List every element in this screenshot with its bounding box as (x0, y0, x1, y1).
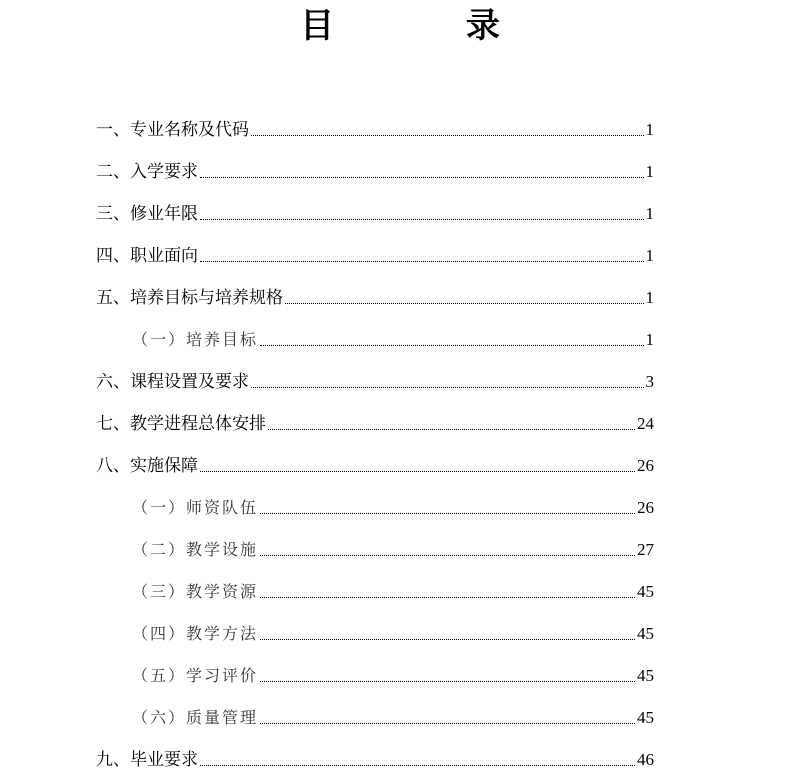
toc-entry[interactable] (96, 224, 654, 266)
toc-entry-label: 四、职业面向 (96, 246, 198, 266)
toc-entry-page: 27 (637, 540, 654, 559)
toc-entry-page: 45 (637, 708, 654, 727)
toc-subentry[interactable] (96, 644, 654, 686)
toc-entry-page: 26 (637, 456, 654, 475)
dot-leader (200, 470, 635, 472)
dot-leader (200, 176, 644, 178)
toc-entry-label: （一）师资队伍 (132, 498, 259, 517)
toc-entry-label: 六、课程设置及要求 (96, 372, 249, 392)
toc-entry[interactable] (96, 392, 654, 434)
toc-entry-label: （五）学习评价 (132, 666, 259, 685)
toc-entry-page: 1 (645, 162, 654, 181)
toc-subentry[interactable] (96, 560, 654, 602)
page-title: 目 录 (300, 6, 560, 46)
dot-leader (200, 218, 644, 220)
toc-entry-label: （一）培养目标 (132, 330, 259, 349)
dot-leader (200, 260, 644, 262)
toc-entry-page: 24 (637, 414, 654, 433)
table-of-contents (96, 98, 654, 770)
dot-leader (251, 134, 644, 136)
dot-leader (200, 764, 635, 766)
toc-entry[interactable] (96, 728, 654, 770)
dot-leader (260, 722, 635, 724)
toc-subentry[interactable] (96, 686, 654, 728)
toc-subentry[interactable] (96, 308, 654, 350)
dot-leader (260, 554, 635, 556)
toc-entry[interactable] (96, 98, 654, 140)
toc-subentry[interactable] (96, 518, 654, 560)
toc-entry-page: 1 (645, 204, 654, 223)
dot-leader (285, 302, 644, 304)
toc-entry-page: 1 (645, 246, 654, 265)
toc-entry[interactable] (96, 434, 654, 476)
toc-entry-label: （三）教学资源 (132, 582, 259, 601)
dot-leader (260, 344, 643, 346)
toc-entry-label: 一、专业名称及代码 (96, 120, 249, 140)
toc-entry-label: 五、培养目标与培养规格 (96, 288, 283, 308)
toc-entry-page: 26 (637, 498, 654, 517)
toc-entry-page: 1 (645, 120, 654, 139)
dot-leader (268, 428, 635, 430)
dot-leader (260, 512, 635, 514)
toc-subentry[interactable] (96, 602, 654, 644)
toc-entry-page: 3 (645, 372, 654, 391)
toc-entry-page: 45 (637, 582, 654, 601)
toc-entry-page: 1 (645, 330, 654, 349)
toc-entry[interactable] (96, 140, 654, 182)
toc-entry-page: 46 (637, 750, 654, 769)
toc-entry-page: 1 (645, 288, 654, 307)
toc-entry[interactable] (96, 266, 654, 308)
dot-leader (260, 596, 635, 598)
dot-leader (260, 638, 635, 640)
dot-leader (260, 680, 635, 682)
toc-entry-page: 45 (637, 666, 654, 685)
toc-subentry[interactable] (96, 476, 654, 518)
toc-entry-label: 七、教学进程总体安排 (96, 414, 266, 434)
toc-entry[interactable] (96, 350, 654, 392)
toc-entry[interactable] (96, 182, 654, 224)
toc-entry-label: （六）质量管理 (132, 708, 259, 727)
toc-entry-label: （二）教学设施 (132, 540, 259, 559)
toc-entry-label: 八、实施保障 (96, 456, 198, 476)
toc-entry-label: 九、毕业要求 (96, 750, 198, 770)
toc-entry-label: （四）教学方法 (132, 624, 259, 643)
dot-leader (251, 386, 644, 388)
toc-entry-page: 45 (637, 624, 654, 643)
toc-entry-label: 三、修业年限 (96, 204, 198, 224)
toc-entry-label: 二、入学要求 (96, 162, 198, 182)
